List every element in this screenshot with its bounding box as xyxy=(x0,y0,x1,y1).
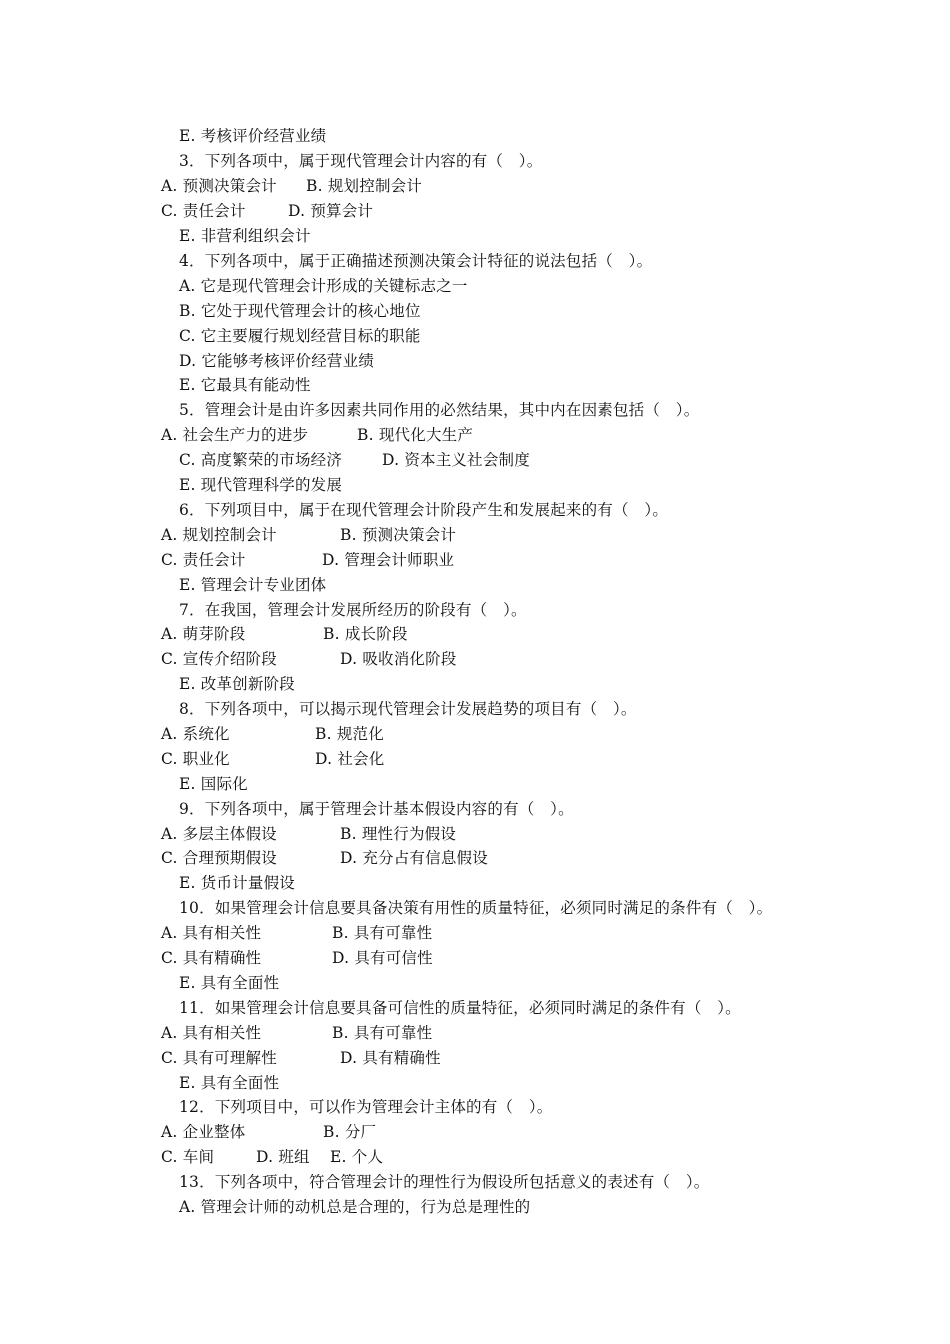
option-text: E. 管理会计专业团体 xyxy=(179,576,327,594)
question-text: 10．如果管理会计信息要具备决策有用性的质量特征，必须同时满足的条件有（ ）。 xyxy=(179,899,773,917)
option-text: A. 它是现代管理会计形成的关键标志之一 xyxy=(179,277,468,295)
option-text: B. 成长阶段 xyxy=(323,625,408,643)
option-text: D. 充分占有信息假设 xyxy=(340,849,488,867)
option-text: D. 具有可信性 xyxy=(332,949,433,967)
question-text: 11．如果管理会计信息要具备可信性的质量特征，必须同时满足的条件有（ ）。 xyxy=(179,999,741,1017)
question-text: 4．下列各项中，属于正确描述预测决策会计特征的说法包括（ ）。 xyxy=(179,252,653,270)
option-text: C. 高度繁荣的市场经济 xyxy=(179,451,343,469)
option-text: C. 职业化 xyxy=(161,750,230,768)
option-text: B. 分厂 xyxy=(323,1123,377,1141)
option-text: C. 车间 xyxy=(161,1148,215,1166)
option-text: B. 具有可靠性 xyxy=(332,1024,433,1042)
option-text: D. 资本主义社会制度 xyxy=(382,451,530,469)
option-text: D. 管理会计师职业 xyxy=(322,551,455,569)
question-text: 3．下列各项中，属于现代管理会计内容的有（ ）。 xyxy=(179,152,543,170)
option-text: C. 具有精确性 xyxy=(161,949,262,967)
option-text: E. 改革创新阶段 xyxy=(179,675,295,693)
option-text: D. 社会化 xyxy=(315,750,385,768)
option-text: A. 企业整体 xyxy=(161,1123,246,1141)
option-text: D. 预算会计 xyxy=(288,202,374,220)
option-text: E. 考核评价经营业绩 xyxy=(179,127,327,145)
option-text: C. 责任会计 xyxy=(161,551,246,569)
question-text: 9．下列各项中，属于管理会计基本假设内容的有（ ）。 xyxy=(179,800,574,818)
option-text: A. 管理会计师的动机总是合理的，行为总是理性的 xyxy=(179,1198,531,1216)
option-text: D. 具有精确性 xyxy=(340,1049,441,1067)
question-text: 5．管理会计是由许多因素共同作用的必然结果，其中内在因素包括（ ）。 xyxy=(179,401,700,419)
option-text: E. 国际化 xyxy=(179,775,248,793)
option-text: A. 系统化 xyxy=(161,725,230,743)
option-text: A. 社会生产力的进步 xyxy=(161,426,309,444)
question-text: 8．下列各项中，可以揭示现代管理会计发展趋势的项目有（ ）。 xyxy=(179,700,637,718)
option-text: B. 它处于现代管理会计的核心地位 xyxy=(179,302,421,320)
option-text: E. 个人 xyxy=(330,1148,384,1166)
option-text: E. 现代管理科学的发展 xyxy=(179,476,343,494)
option-text: D. 班组 xyxy=(256,1148,310,1166)
option-text: E. 具有全面性 xyxy=(179,974,280,992)
option-text: B. 预测决策会计 xyxy=(340,526,457,544)
option-text: B. 理性行为假设 xyxy=(340,825,457,843)
option-text: B. 规范化 xyxy=(315,725,384,743)
option-text: E. 非营利组织会计 xyxy=(179,227,311,245)
option-text: E. 它最具有能动性 xyxy=(179,376,311,394)
option-text: B. 现代化大生产 xyxy=(357,426,474,444)
option-text: E. 货币计量假设 xyxy=(179,874,295,892)
question-text: 13．下列各项中，符合管理会计的理性行为假设所包括意义的表述有（ ）。 xyxy=(179,1173,710,1191)
option-text: A. 具有相关性 xyxy=(161,1024,262,1042)
option-text: C. 责任会计 xyxy=(161,202,246,220)
option-text: E. 具有全面性 xyxy=(179,1074,280,1092)
option-text: C. 它主要履行规划经营目标的职能 xyxy=(179,327,421,345)
option-text: A. 萌芽阶段 xyxy=(161,625,246,643)
option-text: C. 宣传介绍阶段 xyxy=(161,650,277,668)
option-text: B. 具有可靠性 xyxy=(332,924,433,942)
option-text: A. 预测决策会计 xyxy=(161,177,277,195)
option-text: D. 吸收消化阶段 xyxy=(340,650,457,668)
option-text: A. 规划控制会计 xyxy=(161,526,277,544)
question-text: 7．在我国，管理会计发展所经历的阶段有（ ）。 xyxy=(179,601,527,619)
option-text: C. 具有可理解性 xyxy=(161,1049,277,1067)
option-text: D. 它能够考核评价经营业绩 xyxy=(179,352,375,370)
option-text: A. 多层主体假设 xyxy=(161,825,277,843)
option-text: B. 规划控制会计 xyxy=(306,177,423,195)
option-text: A. 具有相关性 xyxy=(161,924,262,942)
question-text: 12．下列项目中，可以作为管理会计主体的有（ ）。 xyxy=(179,1098,553,1116)
question-text: 6．下列项目中，属于在现代管理会计阶段产生和发展起来的有（ ）。 xyxy=(179,501,669,519)
option-text: C. 合理预期假设 xyxy=(161,849,277,867)
